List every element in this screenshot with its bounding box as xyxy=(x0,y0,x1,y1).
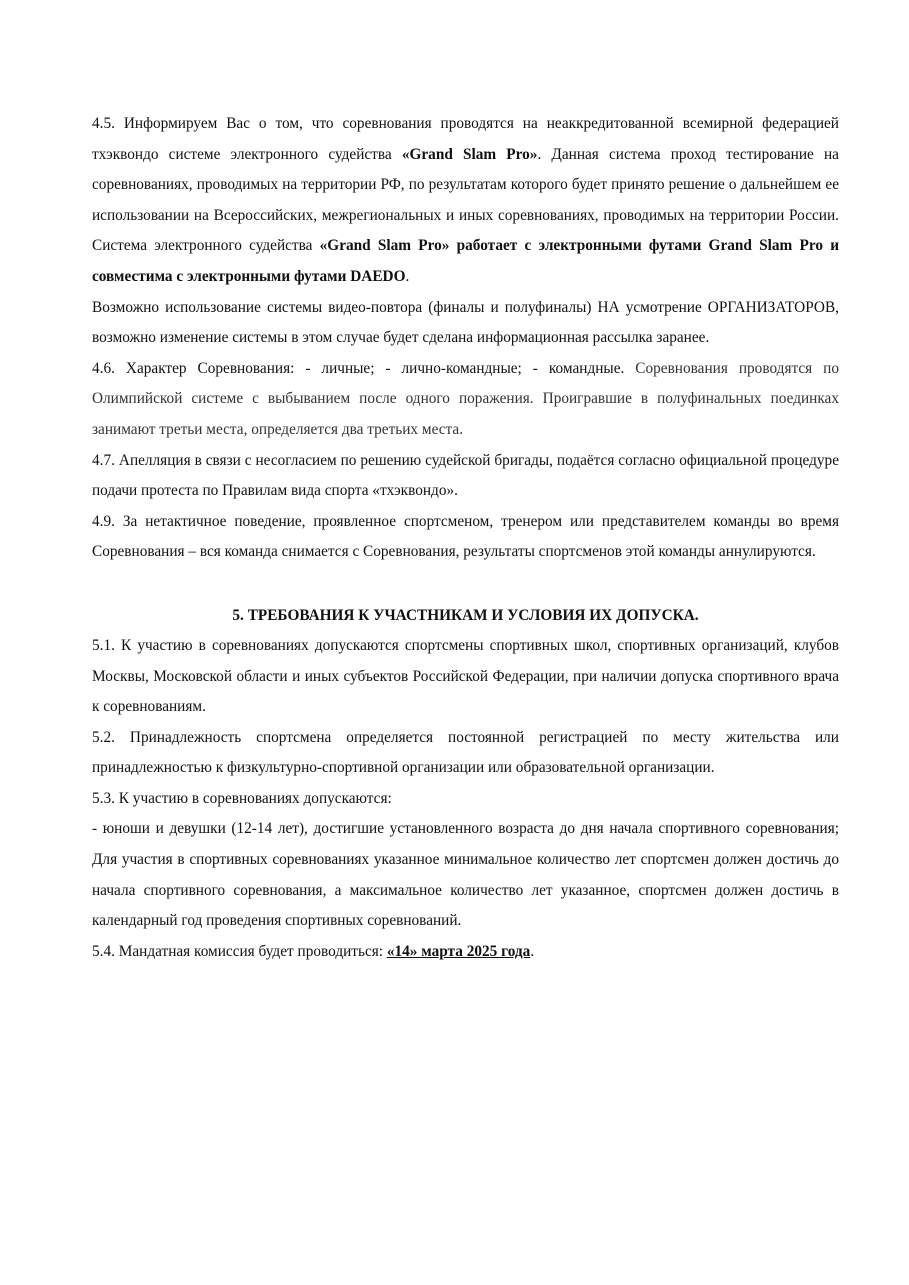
commission-date: «14» марта 2025 года xyxy=(386,942,531,960)
paragraph-5-1: 5.1. К участию в соревнованиях допускаются спортсмены спортивных школ, спортивных организаций, клубов Москвы, Московской области и иных субъектов Российской Федерации, при наличии допуска спортивного врача к соревнованиям. xyxy=(92,636,839,716)
paragraph-4-5 xyxy=(92,109,839,293)
paragraph-video-replay: Возможно использование системы видео-повтора (финалы и полуфиналы) НА усмотрение ОРГАНИЗАТОРОВ, возможно изменение системы в этом случае будет сделана информационная рассылка заранее. xyxy=(92,298,839,347)
paragraph-4-5-end: . xyxy=(405,267,410,285)
paragraph-5-2: 5.2. Принадлежность спортсмена определяется постоянной регистрацией по месту жительства или принадлежностью к физкультурно-спортивной организации или образовательной организации. xyxy=(92,728,839,777)
paragraph-4-5-text-cont: . Данная система проход тестирование на соревнованиях, проводимых на территории РФ, по результатам которого будет принято решение о дальнейшем ее использовании на Всероссийских, межрегиональных и иных соревнованиях, проводимых на территории России. Система электронного судейства xyxy=(92,145,839,255)
paragraph-5-3-age: - юноши и девушки (12-14 лет), достигшие установленного возраста до дня начала спортивного соревнования; Для участия в спортивных соревнованиях указанное минимальное количество лет спортсмен должен достичь до начала спортивного соревнования, а максимальное количество лет указанное, спортсмен должен достичь в календарный год проведения спортивных соревнований. xyxy=(92,820,839,930)
paragraph-5-4-text: 5.4. Мандатная комиссия будет проводиться: xyxy=(92,942,387,960)
paragraph-5-3: 5.3. К участию в соревнованиях допускаются: xyxy=(92,789,392,807)
paragraph-4-9: 4.9. За нетактичное поведение, проявленное спортсменом, тренером или представителем команды во время Соревнования – вся команда снимается с Соревнования, результаты спортсменов этой команды аннулируются. xyxy=(92,512,839,561)
paragraph-4-6-text: 4.6. Характер Соревнования: - личные; - лично-командные; - командные. xyxy=(92,359,636,377)
paragraph-4-7: 4.7. Апелляция в связи с несогласием по решению судейской бригады, подаётся согласно официальной процедуре подачи протеста по Правилам вида спорта «тхэквондо». xyxy=(92,451,839,500)
paragraph-5-4 xyxy=(92,937,839,968)
section-5-heading: 5. ТРЕБОВАНИЯ К УЧАСТНИКАМ И УСЛОВИЯ ИХ ДОПУСКА. xyxy=(232,606,699,624)
paragraph-4-5-text: 4.5. Информируем Вас о том, что соревнования проводятся на неаккредитованной всемирной федерацией тхэквондо системе электронного судейства xyxy=(92,115,839,163)
paragraph-4-6-system: Соревнования проводятся по Олимпийской системе с выбыванием после одного поражения. Проигравшие в полуфинальных поединках занимают третьи места, определяется два третьих места. xyxy=(92,359,839,438)
paragraph-4-6 xyxy=(92,354,839,446)
document-body xyxy=(92,109,839,967)
grand-slam-pro-compat: «Grand Slam Pro» работает с электронными футами Grand Slam Pro и совместима с электронными футами DAEDO xyxy=(92,237,840,285)
grand-slam-pro-name: «Grand Slam Pro» xyxy=(401,145,538,163)
paragraph-5-4-end: . xyxy=(530,942,535,960)
